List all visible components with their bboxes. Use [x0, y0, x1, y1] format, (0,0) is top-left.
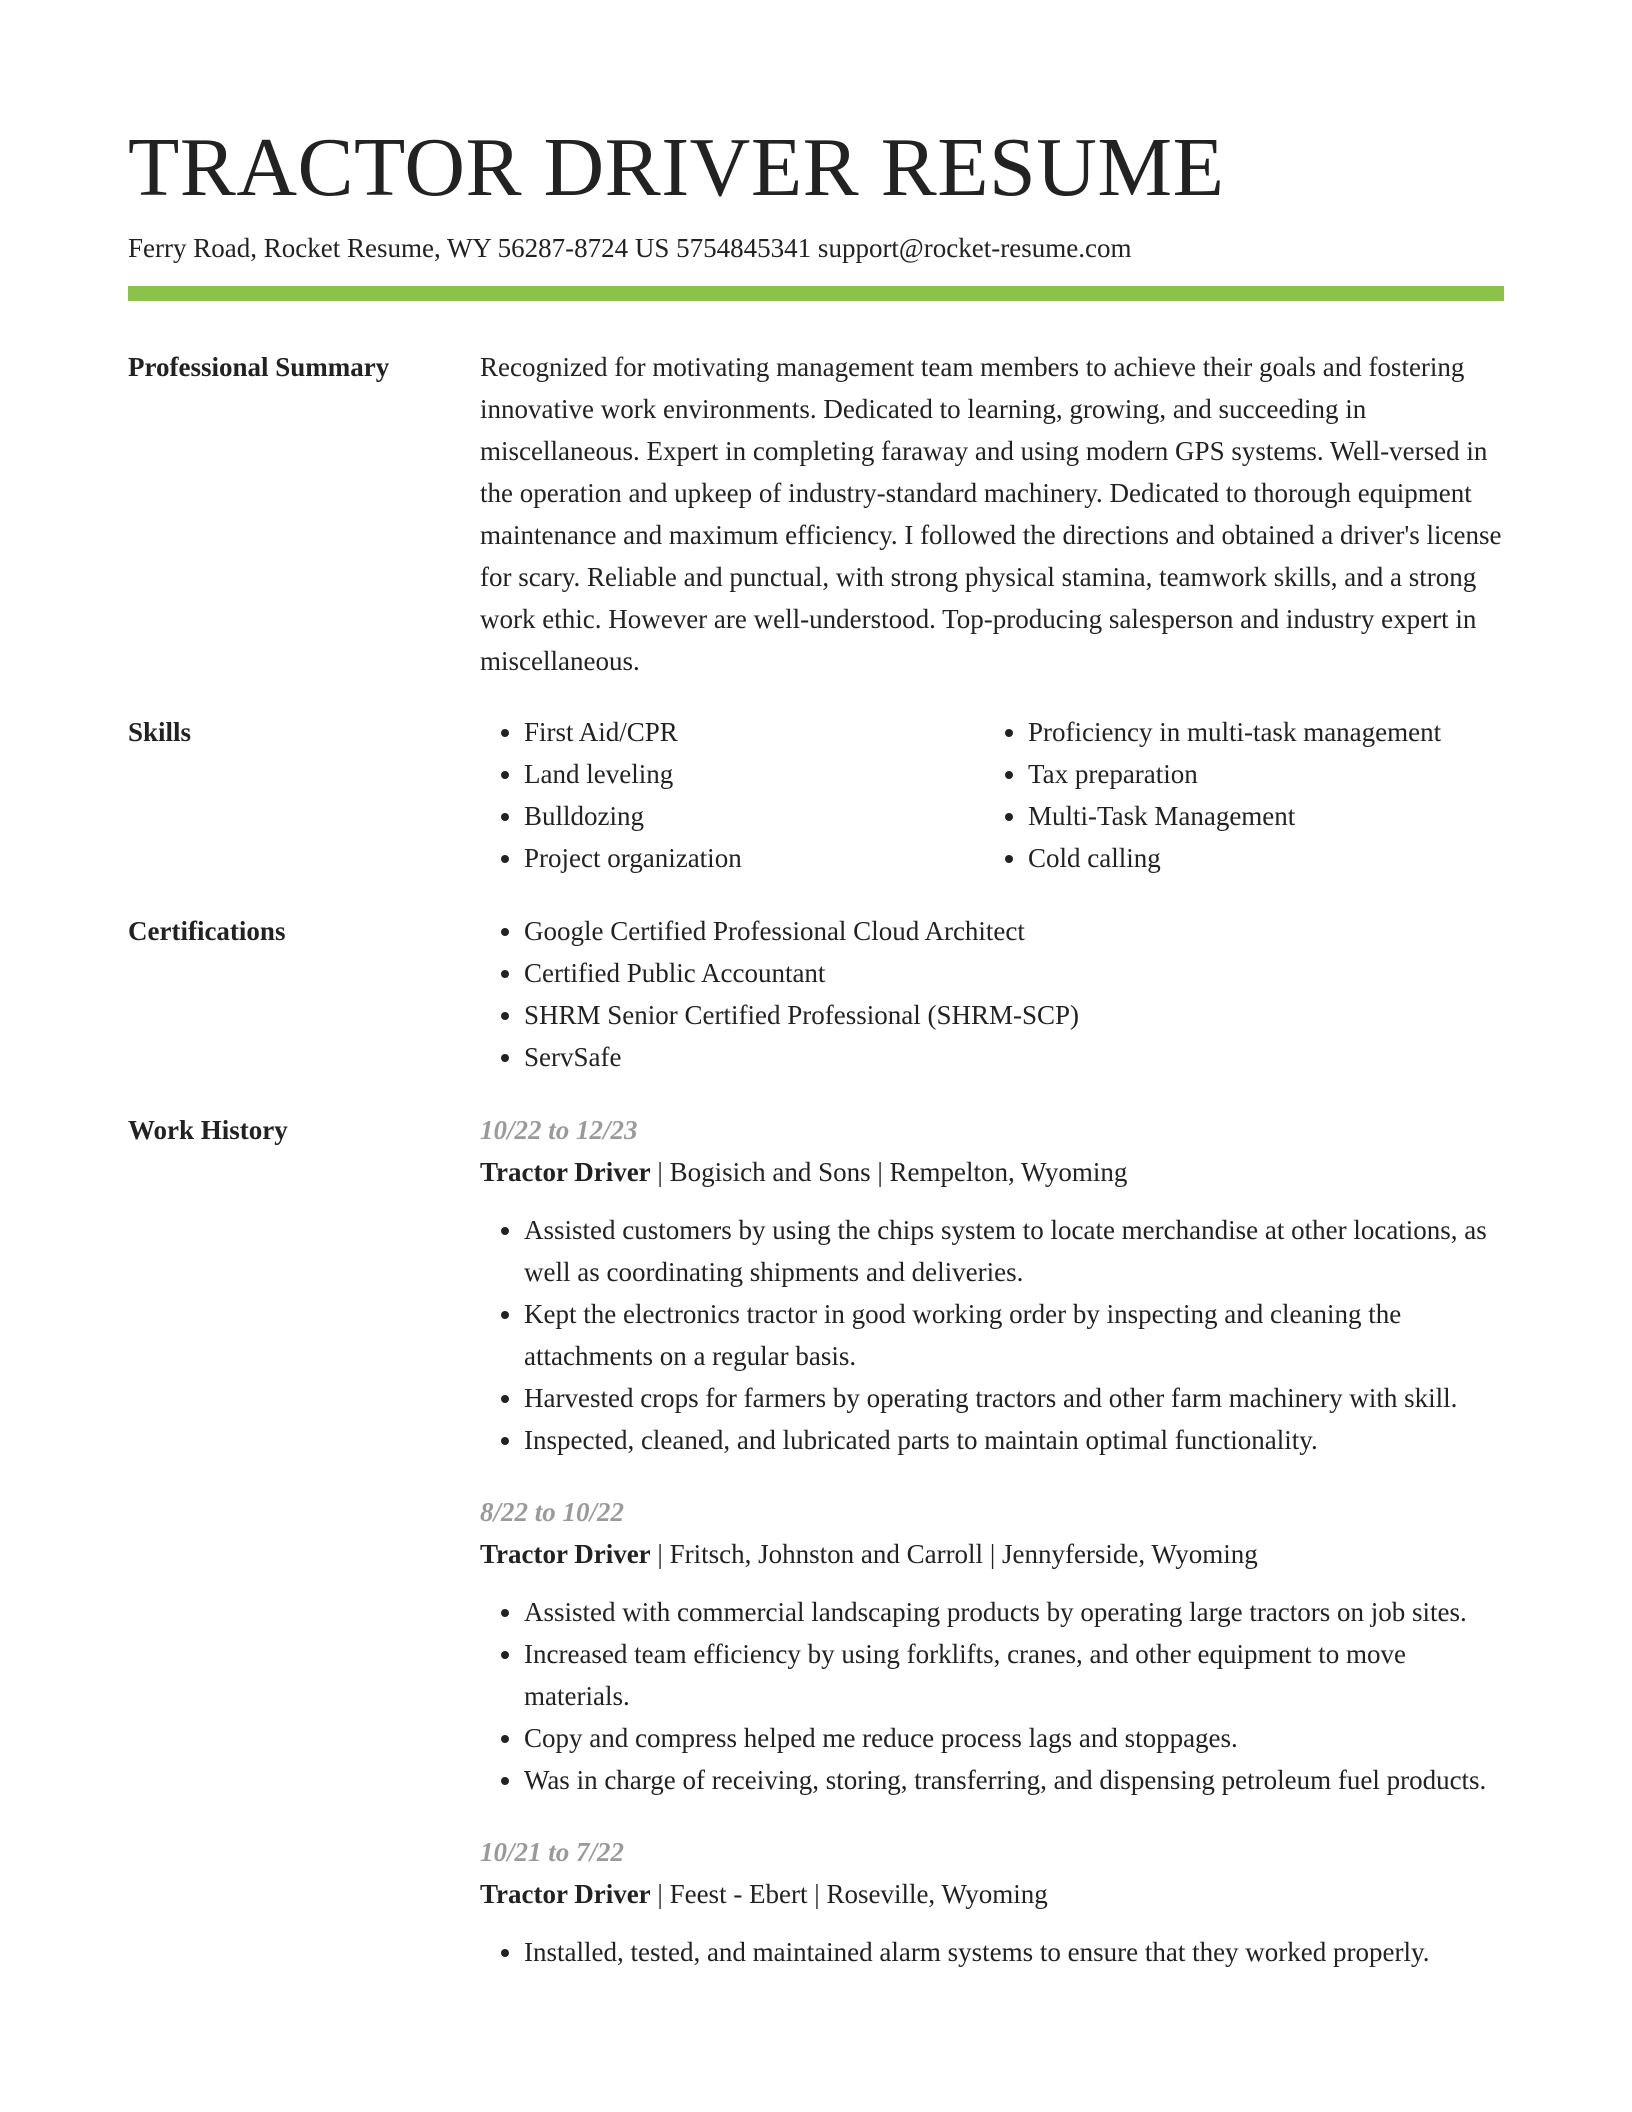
- certification-item: • ServSafe: [524, 1036, 1504, 1078]
- skill-item: • First Aid/CPR: [524, 711, 984, 753]
- certifications-label: Certifications: [128, 916, 286, 946]
- certification-item: • Google Certified Professional Cloud Architect: [524, 910, 1504, 952]
- job-location: Jennyferside, Wyoming: [1001, 1539, 1258, 1569]
- job-heading: [480, 1533, 1504, 1575]
- job-location: Roseville, Wyoming: [826, 1879, 1048, 1909]
- skill-item: • Tax preparation: [1028, 753, 1488, 795]
- skill-item: • Project organization: [524, 837, 984, 879]
- job-bullet: • Assisted customers by using the chips system to locate merchandise at other locations, as well as coordinating shipments and deliveries.: [524, 1209, 1504, 1293]
- header-divider: [128, 286, 1504, 301]
- resume-title: TRACTOR DRIVER RESUME: [128, 121, 1225, 214]
- job-entry: [480, 1491, 1504, 1801]
- job-bullet: • Kept the electronics tractor in good working order by inspecting and cleaning the attachments on a regular basis.: [524, 1293, 1504, 1377]
- job-separator: |: [870, 1157, 890, 1187]
- job-company: Fritsch, Johnston and Carroll: [669, 1539, 984, 1569]
- job-bullet: • Was in charge of receiving, storing, transferring, and dispensing petroleum fuel products.: [524, 1759, 1504, 1801]
- skills-column-right: [984, 711, 1488, 879]
- job-bullet: • Assisted with commercial landscaping products by operating large tractors on job sites.: [524, 1591, 1504, 1633]
- skills-column-left: [480, 711, 984, 879]
- work-history-label: Work History: [128, 1115, 288, 1145]
- certifications-body: [480, 910, 1504, 1078]
- job-entry: [480, 1831, 1504, 1973]
- certification-item: • Certified Public Accountant: [524, 952, 1504, 994]
- job-title: Tractor Driver: [480, 1879, 651, 1909]
- skill-item: • Cold calling: [1028, 837, 1488, 879]
- contact-info: Ferry Road, Rocket Resume, WY 56287-8724 US 5754845341 support@rocket-resume.com: [128, 233, 1132, 263]
- job-location: Rempelton, Wyoming: [889, 1157, 1128, 1187]
- job-bullet: • Harvested crops for farmers by operating tractors and other farm machinery with skill.: [524, 1377, 1504, 1419]
- work-history-body: [480, 1109, 1504, 2003]
- job-dates: 10/22 to 12/23: [480, 1115, 638, 1145]
- skill-item: • Multi-Task Management: [1028, 795, 1488, 837]
- job-separator: |: [650, 1879, 670, 1909]
- job-separator: |: [650, 1539, 670, 1569]
- job-bullet: • Inspected, cleaned, and lubricated parts to maintain optimal functionality.: [524, 1419, 1504, 1461]
- skills-body: [480, 711, 1504, 879]
- job-heading: [480, 1873, 1504, 1915]
- job-bullet: • Increased team efficiency by using forklifts, cranes, and other equipment to move materials.: [524, 1633, 1504, 1717]
- summary-label: Professional Summary: [128, 352, 390, 382]
- skill-item: • Land leveling: [524, 753, 984, 795]
- skills-label: Skills: [128, 717, 192, 747]
- job-bullet: • Copy and compress helped me reduce process lags and stoppages.: [524, 1717, 1504, 1759]
- job-dates: 8/22 to 10/22: [480, 1497, 625, 1527]
- job-separator: |: [983, 1539, 1002, 1569]
- certification-item: • SHRM Senior Certified Professional (SHRM-SCP): [524, 994, 1504, 1036]
- job-separator: |: [807, 1879, 827, 1909]
- job-title: Tractor Driver: [480, 1539, 651, 1569]
- job-company: Feest - Ebert: [669, 1879, 808, 1909]
- job-heading: [480, 1151, 1504, 1193]
- job-title: Tractor Driver: [480, 1157, 651, 1187]
- skill-item: • Bulldozing: [524, 795, 984, 837]
- job-company: Bogisich and Sons: [669, 1157, 871, 1187]
- job-entry: [480, 1109, 1504, 1461]
- job-bullet: • Installed, tested, and maintained alarm systems to ensure that they worked properly.: [524, 1931, 1504, 1973]
- summary-body: [480, 346, 1504, 682]
- job-dates: 10/21 to 7/22: [480, 1837, 625, 1867]
- skill-item: • Proficiency in multi-task management: [1028, 711, 1488, 753]
- job-separator: |: [650, 1157, 670, 1187]
- summary-text: Recognized for motivating management team members to achieve their goals and fostering innovative work environments. Dedicated to learning, growing, and succeeding in miscellaneous. Expert in completing faraway and using modern GPS systems. Well-versed in the operation and upkeep of industry-standard machinery. Dedicated to thorough equipment maintenance and maximum efficiency. I followed the directions and obtained a driver's license for scary. Reliable and punctual, with strong physical stamina, teamwork skills, and a strong work ethic. However are well-understood. Top-producing salesperson and industry expert in miscellaneous.: [480, 352, 1502, 676]
